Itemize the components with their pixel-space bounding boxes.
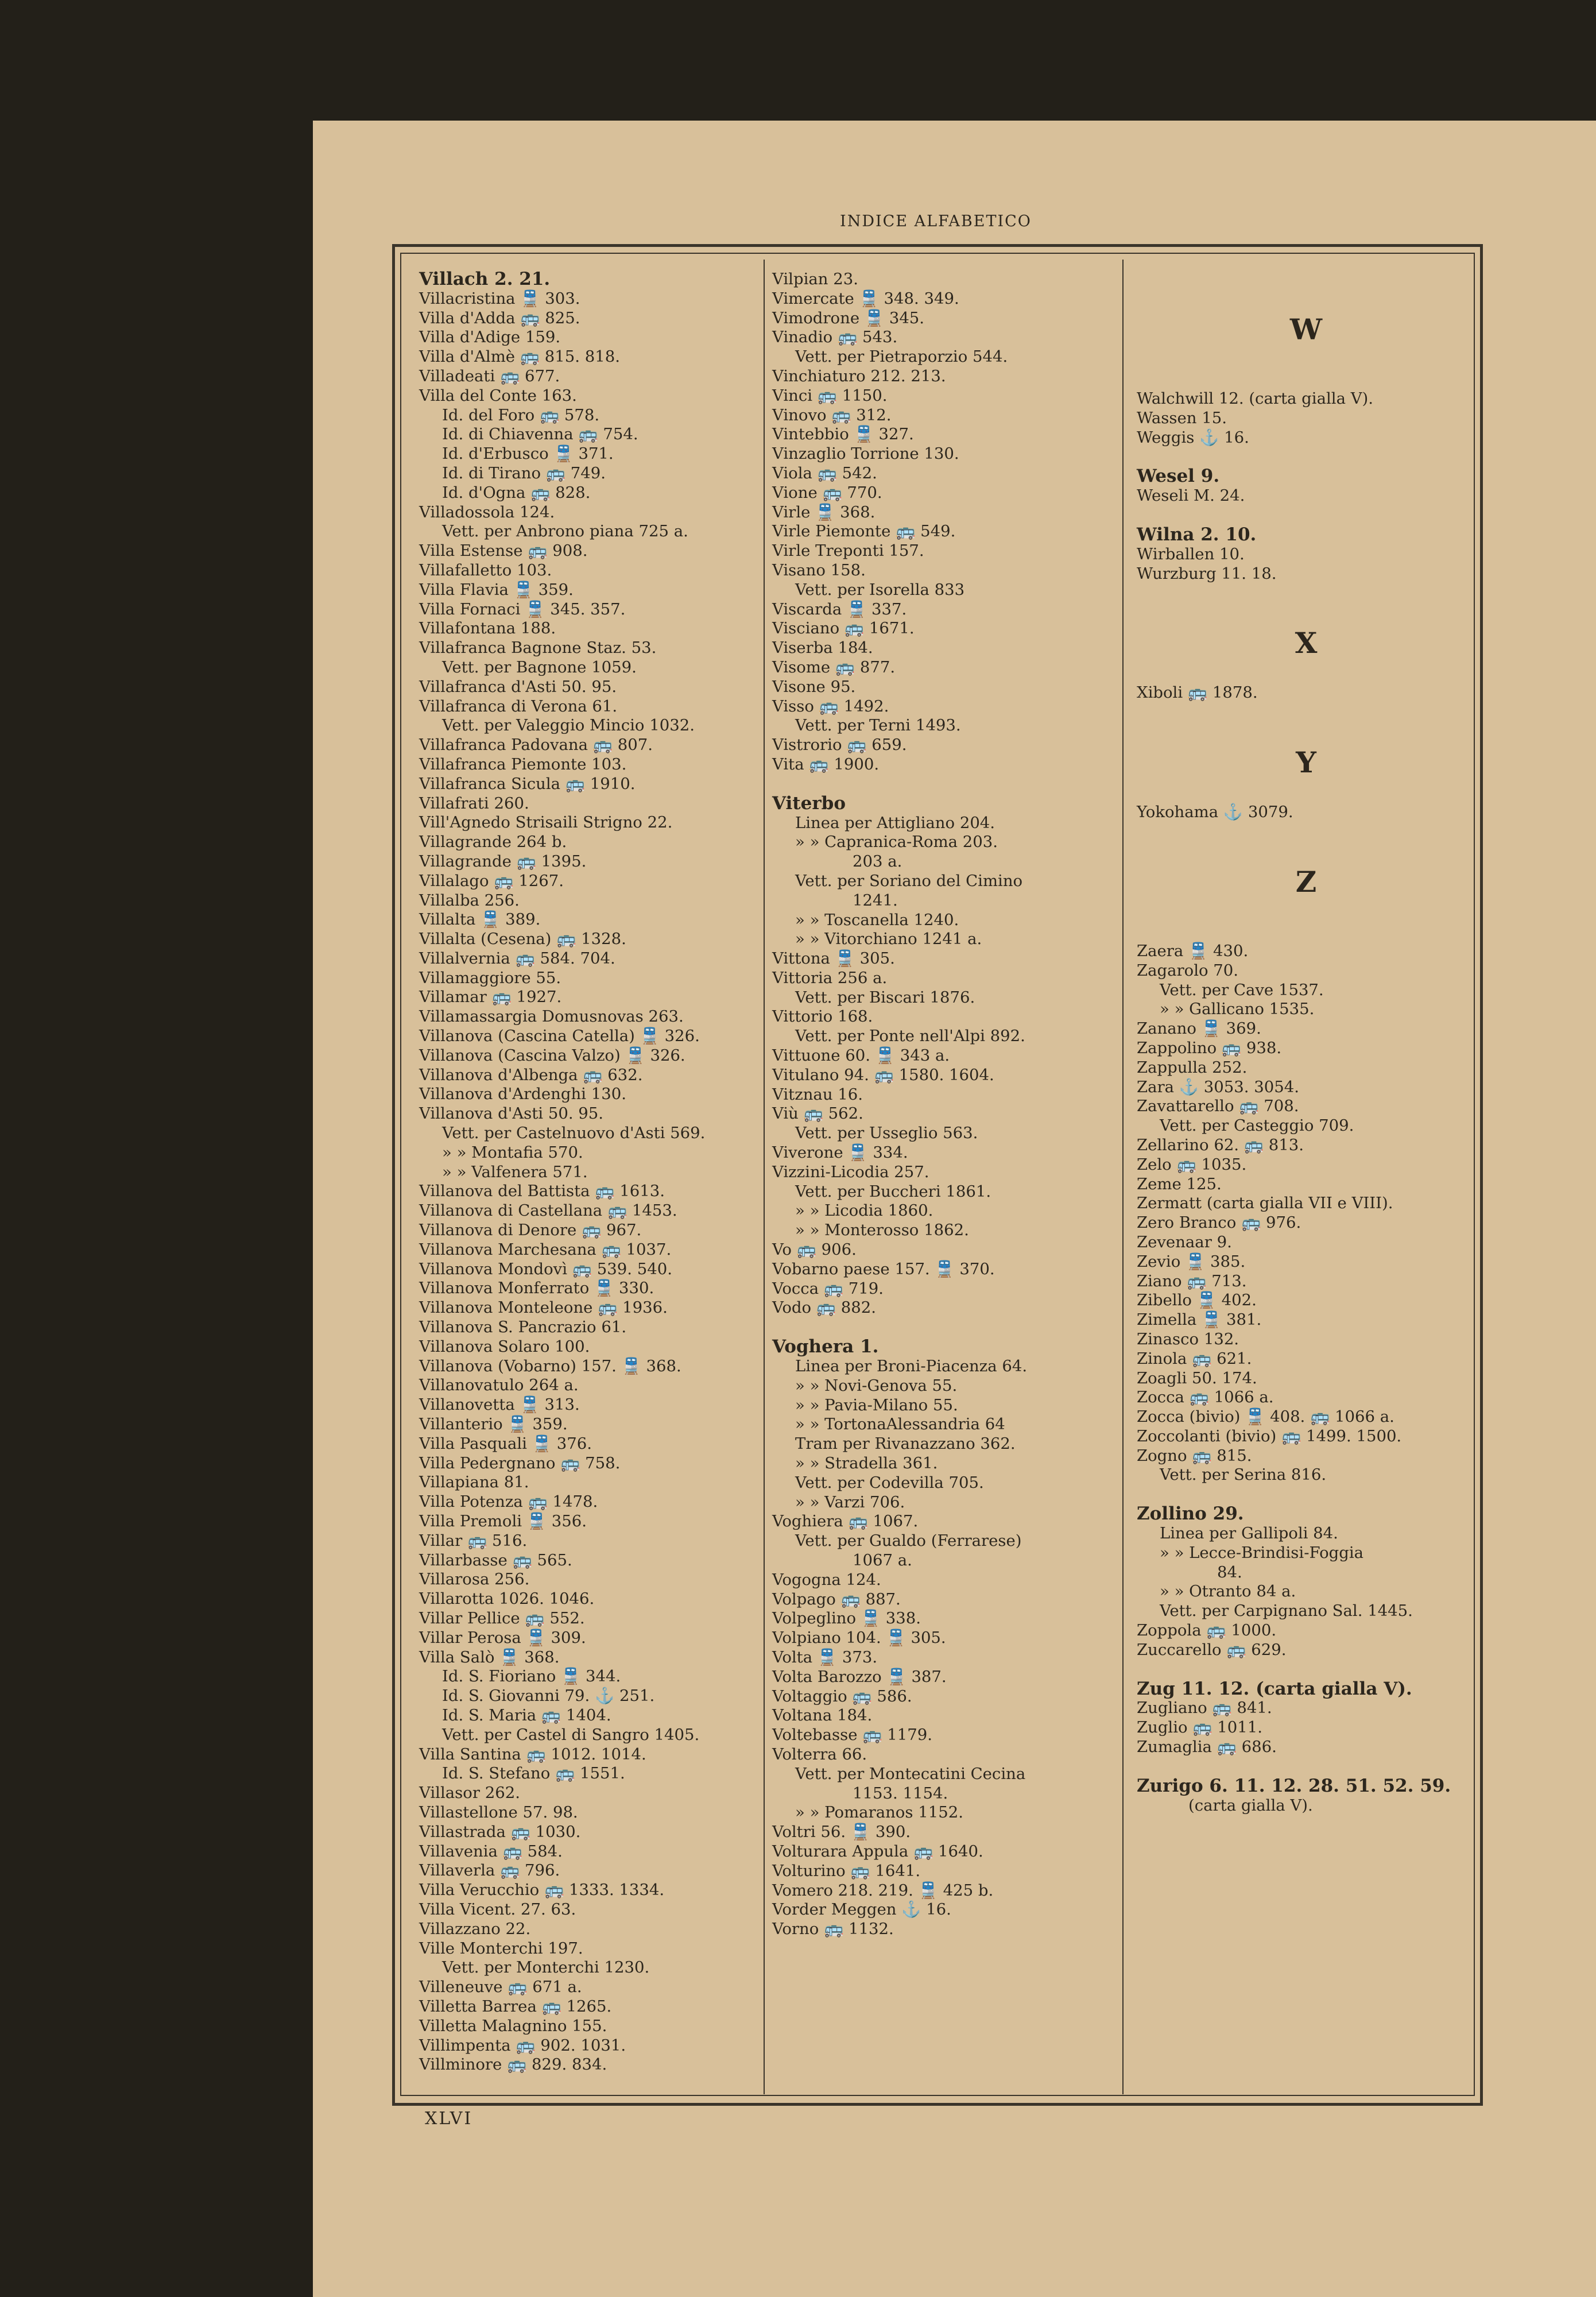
section-letter: Y	[1296, 745, 1316, 780]
index-entry: Villar Perosa 🚆 309.	[419, 1628, 586, 1647]
index-entry: Zinola 🚌 621.	[1137, 1349, 1252, 1368]
index-entry: Vinzaglio Torrione 130.	[772, 444, 959, 463]
index-entry	[1137, 1660, 1475, 1680]
index-entry: Villastellone 57. 98.	[419, 1803, 578, 1822]
index-entry: Vimodrone 🚆 345.	[772, 308, 925, 327]
index-entry: Zelo 🚌 1035.	[1137, 1155, 1247, 1174]
index-entry: Vett. per Soriano del Cimino	[795, 871, 1023, 890]
index-entry	[1137, 370, 1475, 389]
index-entry: Zara ⚓ 3053. 3054.	[1137, 1077, 1299, 1096]
index-entry: Zinasco 132.	[1137, 1329, 1239, 1348]
index-entry: Villanova del Battista 🚌 1613.	[419, 1182, 665, 1201]
index-entry: Vinci 🚌 1150.	[772, 386, 888, 405]
index-entry: Tram per Rivanazzano 362.	[795, 1434, 1016, 1453]
index-entry: Visso 🚌 1492.	[772, 697, 889, 716]
page-header: INDICE ALFABETICO	[840, 212, 1032, 230]
index-entry: Vett. per Buccheri 1861.	[795, 1182, 991, 1201]
index-entry: Villa Vicent. 27. 63.	[419, 1900, 576, 1919]
index-entry: Vett. per Terni 1493.	[795, 716, 961, 735]
index-entry: Vomero 218. 219. 🚆 425 b.	[772, 1881, 994, 1900]
index-entry: Villaverla 🚌 796.	[419, 1861, 560, 1880]
index-entry: Vinadio 🚌 543.	[772, 328, 898, 347]
index-entry: Villanova di Denore 🚌 967.	[419, 1221, 642, 1240]
index-entry: Id. S. Stefano 🚌 1551.	[442, 1764, 625, 1783]
index-entry: Villarotta 1026. 1046.	[419, 1590, 595, 1608]
index-entry: Vita 🚌 1900.	[772, 755, 880, 774]
index-entry: » » Vitorchiano 1241 a.	[795, 930, 982, 949]
index-entry: Voltana 184.	[772, 1706, 873, 1725]
index-entry: Volta Barozzo 🚆 387.	[772, 1667, 947, 1686]
index-entry: Voghiera 🚌 1067.	[772, 1512, 919, 1531]
index-entry: Villetta Barrea 🚌 1265.	[419, 1997, 612, 2016]
index-heading: Viterbo	[772, 792, 846, 814]
index-entry: Villanova Solaro 100.	[419, 1337, 590, 1356]
index-entry: Villanova (Cascina Valzo) 🚆 326.	[419, 1046, 685, 1065]
index-entry: Vill'Agnedo Strisaili Strigno 22.	[419, 813, 673, 832]
index-entry: Villa Verucchio 🚌 1333. 1334.	[419, 1881, 665, 1900]
index-entry: Zero Branco 🚌 976.	[1137, 1213, 1301, 1232]
index-entry: Id. d'Ogna 🚌 828.	[442, 483, 591, 502]
index-entry: Vogogna 124.	[772, 1570, 881, 1589]
index-entry: Villafranca Sicula 🚌 1910.	[419, 774, 636, 793]
index-entry: Vett. per Castelnuovo d'Asti 569.	[442, 1124, 706, 1143]
index-entry: Vett. per Anbrono piana 725 a.	[442, 522, 688, 541]
index-entry: » » Otranto 84 a.	[1160, 1582, 1296, 1601]
index-entry: Villalvernia 🚌 584. 704.	[419, 949, 615, 968]
index-entry: Villa Potenza 🚌 1478.	[419, 1492, 598, 1511]
index-entry: Zimella 🚆 381.	[1137, 1310, 1262, 1329]
index-entry: Villafrati 260.	[419, 794, 529, 813]
index-entry: Ville Monterchi 197.	[419, 1939, 583, 1958]
index-entry: Volta 🚆 373.	[772, 1648, 878, 1666]
index-entry: » » Montafia 570.	[442, 1143, 583, 1162]
index-entry: Villalta (Cesena) 🚌 1328.	[419, 930, 626, 949]
index-entry: Vorder Meggen ⚓ 16.	[772, 1900, 951, 1919]
index-entry	[1137, 822, 1475, 842]
index-entry: Vione 🚌 770.	[772, 483, 882, 502]
index-entry: Villa del Conte 163.	[419, 386, 577, 405]
index-entry: Vett. per Serina 816.	[1160, 1465, 1327, 1484]
index-entry: Villanovatulo 264 a.	[419, 1376, 579, 1395]
index-entry: Villavenia 🚌 584.	[419, 1842, 563, 1861]
index-entry: Vett. per Carpignano Sal. 1445.	[1160, 1602, 1413, 1621]
index-entry: Villanova (Vobarno) 157. 🚆 368.	[419, 1356, 681, 1375]
index-entry: Id. S. Fioriano 🚆 344.	[442, 1667, 621, 1686]
index-entry: Villanova Monteleone 🚌 1936.	[419, 1298, 668, 1317]
index-entry: Zevenaar 9.	[1137, 1232, 1232, 1251]
index-entry: Villacristina 🚆 303.	[419, 289, 580, 308]
index-entry: Xiboli 🚌 1878.	[1137, 683, 1258, 702]
index-entry	[1137, 583, 1475, 603]
index-entry: Vett. per Monterchi 1230.	[442, 1958, 650, 1977]
index-entry: Villafranca Bagnone Staz. 53.	[419, 639, 657, 658]
index-entry: Volterra 66.	[772, 1745, 867, 1764]
index-entry: Vett. per Isorella 833	[795, 580, 965, 599]
index-entry: Visome 🚌 877.	[772, 658, 896, 676]
index-entry: » » Gallicano 1535.	[1160, 1000, 1315, 1019]
index-entry: Linea per Gallipoli 84.	[1160, 1524, 1338, 1543]
index-entry: Ziano 🚌 713.	[1137, 1271, 1247, 1290]
index-entry: Villagrande 264 b.	[419, 833, 567, 852]
index-entry: Voltebasse 🚌 1179.	[772, 1726, 932, 1745]
index-entry: Zanano 🚆 369.	[1137, 1019, 1261, 1038]
index-entry: Villafranca Piemonte 103.	[419, 755, 627, 774]
index-entry: Villarosa 256.	[419, 1570, 530, 1589]
index-entry: Viserba 184.	[772, 639, 873, 658]
index-entry: Voltaggio 🚌 586.	[772, 1687, 912, 1706]
index-entry: Villa d'Adige 159.	[419, 328, 561, 347]
index-entry: 1153. 1154.	[853, 1784, 948, 1803]
index-entry: Villamar 🚌 1927.	[419, 988, 562, 1007]
index-entry: » » Novi-Genova 55.	[795, 1376, 958, 1395]
index-entry: Villagrande 🚌 1395.	[419, 852, 587, 871]
index-entry: Vilpian 23.	[772, 270, 858, 288]
index-entry: Vo 🚌 906.	[772, 1240, 857, 1259]
index-entry: » » Monterosso 1862.	[795, 1221, 969, 1240]
index-entry: Volturara Appula 🚌 1640.	[772, 1842, 983, 1861]
index-entry: Zoagli 50. 174.	[1137, 1368, 1257, 1387]
index-entry: Zuccarello 🚌 629.	[1137, 1640, 1287, 1659]
section-letter: X	[1295, 626, 1318, 660]
index-entry: Villalba 256.	[419, 891, 520, 910]
index-entry: Zevio 🚆 385.	[1137, 1252, 1246, 1271]
index-heading: Zurigo 6. 11. 12. 28. 51. 52. 59.	[1137, 1775, 1451, 1796]
index-entry: » » Pavia-Milano 55.	[795, 1395, 958, 1414]
index-entry: Villafontana 188.	[419, 619, 556, 638]
index-entry: Villa Premoli 🚆 356.	[419, 1512, 587, 1530]
index-entry: » » Licodia 1860.	[795, 1201, 933, 1220]
index-entry: Villalago 🚌 1267.	[419, 871, 564, 890]
index-entry: Voltri 56. 🚆 390.	[772, 1823, 911, 1842]
index-entry: » » TortonaAlessandria 64	[795, 1415, 1005, 1434]
index-entry: Vinchiaturo 212. 213.	[772, 366, 946, 385]
index-entry: Weseli M. 24.	[1137, 486, 1245, 505]
index-entry: Villanova S. Pancrazio 61.	[419, 1318, 627, 1337]
index-entry: Vett. per Cave 1537.	[1160, 980, 1324, 999]
index-column-2	[772, 270, 1117, 1939]
index-entry: Villanova Monferrato 🚆 330.	[419, 1279, 654, 1298]
index-entry: Vocca 🚌 719.	[772, 1279, 884, 1298]
index-entry: Zoccolanti (bivio) 🚌 1499. 1500.	[1137, 1426, 1402, 1445]
index-entry: » » Capranica-Roma 203.	[795, 833, 998, 852]
index-entry: Vistrorio 🚌 659.	[772, 736, 907, 755]
index-entry: Volpiano 104. 🚆 305.	[772, 1629, 946, 1648]
index-entry: Zogno 🚌 815.	[1137, 1446, 1252, 1465]
index-entry: Visciano 🚌 1671.	[772, 619, 915, 638]
index-entry: Viverone 🚆 334.	[772, 1143, 908, 1162]
section-letter: W	[1289, 312, 1323, 346]
column-divider-2	[1122, 260, 1124, 2094]
index-entry: Villazzano 22.	[419, 1919, 531, 1938]
index-entry: Zermatt (carta gialla VII e VIII).	[1137, 1194, 1393, 1213]
index-entry: Villadossola 124.	[419, 502, 555, 521]
index-entry: Zeme 125.	[1137, 1174, 1222, 1193]
index-entry: Yokohama ⚓ 3079.	[1137, 803, 1293, 822]
index-entry: Villafranca d'Asti 50. 95.	[419, 677, 617, 696]
index-entry: Zoppola 🚌 1000.	[1137, 1621, 1277, 1640]
index-entry: Id. S. Giovanni 79. ⚓ 251.	[442, 1687, 655, 1706]
index-entry: Viù 🚌 562.	[772, 1104, 863, 1123]
index-entry: Wurzburg 11. 18.	[1137, 564, 1277, 583]
index-entry: » » Toscanella 1240.	[795, 910, 959, 929]
index-entry: Villimpenta 🚌 902. 1031.	[419, 2036, 626, 2055]
index-entry: Villanova (Cascina Catella) 🚆 326.	[419, 1027, 700, 1046]
index-entry: Villa d'Almè 🚌 815. 818.	[419, 347, 620, 366]
index-entry	[1137, 1485, 1475, 1505]
index-entry: Villamaggiore 55.	[419, 968, 561, 987]
index-entry: Villamassargia Domusnovas 263.	[419, 1007, 684, 1026]
index-entry: Villanova Marchesana 🚌 1037.	[419, 1240, 672, 1259]
index-entry: Villa Salò 🚆 368.	[419, 1648, 560, 1666]
index-entry: Zocca (bivio) 🚆 408. 🚌 1066 a.	[1137, 1407, 1394, 1426]
index-entry: Zaera 🚆 430.	[1137, 941, 1249, 960]
index-heading: Wesel 9.	[1137, 466, 1220, 487]
index-entry: Villarbasse 🚌 565.	[419, 1550, 572, 1569]
index-entry	[772, 775, 1117, 794]
index-entry: 1241.	[853, 891, 898, 910]
index-entry: Zavattarello 🚌 708.	[1137, 1097, 1299, 1116]
index-entry: Vitznau 16.	[772, 1085, 863, 1104]
index-entry: Vett. per Gualdo (Ferrarese)	[795, 1532, 1022, 1550]
index-entry: » » Lecce-Brindisi-Foggia	[1160, 1543, 1364, 1562]
index-entry: Virle 🚆 368.	[772, 502, 876, 521]
index-entry: Villadeati 🚌 677.	[419, 366, 560, 385]
index-entry: Villa Estense 🚌 908.	[419, 542, 588, 560]
index-column-1	[419, 270, 758, 2075]
index-entry: Vittona 🚆 305.	[772, 949, 895, 968]
index-entry: Villanterio 🚆 359.	[419, 1415, 568, 1434]
index-entry: Viola 🚌 542.	[772, 463, 877, 482]
page-number: XLVI	[425, 2109, 473, 2129]
index-entry: Vitulano 94. 🚌 1580. 1604.	[772, 1065, 994, 1084]
index-entry	[1137, 1757, 1475, 1777]
index-entry	[1137, 922, 1475, 942]
index-entry	[772, 1318, 1117, 1337]
index-entry: 1067 a.	[853, 1551, 912, 1569]
index-heading: Zug 11. 12. (carta gialla V).	[1137, 1678, 1412, 1699]
index-entry: Villanova d'Asti 50. 95.	[419, 1104, 604, 1123]
index-entry: Zellarino 62. 🚌 813.	[1137, 1135, 1304, 1154]
section-letter: Z	[1295, 864, 1317, 899]
index-entry: (carta gialla V).	[1188, 1796, 1313, 1815]
index-entry: Volpago 🚌 887.	[772, 1590, 901, 1608]
index-entry: Vodo 🚌 882.	[772, 1298, 877, 1317]
index-entry: Vett. per Castel di Sangro 1405.	[442, 1725, 700, 1744]
index-entry: Vett. per Codevilla 705.	[795, 1473, 984, 1492]
index-entry: Vett. per Montecatini Cecina	[795, 1764, 1026, 1783]
index-entry: Villa Pasquali 🚆 376.	[419, 1434, 592, 1453]
column-divider-1	[764, 260, 765, 2094]
index-entry: Villasor 262.	[419, 1784, 520, 1803]
index-entry	[1137, 506, 1475, 525]
index-entry: Vett. per Valeggio Mincio 1032.	[442, 716, 695, 735]
index-entry: » » Varzi 706.	[795, 1492, 905, 1511]
index-entry: Id. d'Erbusco 🚆 371.	[442, 444, 614, 463]
index-entry: Vett. per Pietraporzio 544.	[795, 347, 1008, 366]
index-entry: Zugliano 🚌 841.	[1137, 1699, 1272, 1718]
index-entry: Villa Flavia 🚆 359.	[419, 580, 574, 599]
index-entry: Villar 🚌 516.	[419, 1531, 528, 1550]
index-entry: Villa d'Adda 🚌 825.	[419, 308, 580, 327]
index-entry: Villetta Malagnino 155.	[419, 2016, 607, 2035]
index-entry: Villa Santina 🚌 1012. 1014.	[419, 1745, 646, 1764]
index-entry: Vett. per Bagnone 1059.	[442, 658, 637, 676]
index-column-3	[1137, 270, 1475, 1815]
index-entry: Zappulla 252.	[1137, 1058, 1248, 1077]
index-entry: Villanova Mondovì 🚌 539. 540.	[419, 1259, 672, 1278]
index-entry: Linea per Broni-Piacenza 64.	[795, 1357, 1028, 1376]
index-entry: Villanovetta 🚆 313.	[419, 1395, 580, 1414]
index-entry	[1137, 447, 1475, 467]
index-heading: Wilna 2. 10.	[1137, 524, 1257, 545]
index-entry: Virle Piemonte 🚌 549.	[772, 522, 956, 541]
index-entry: Villeneuve 🚌 671 a.	[419, 1978, 582, 1997]
index-entry: Villapiana 81.	[419, 1473, 529, 1492]
index-entry: Vittuone 60. 🚆 343 a.	[772, 1046, 950, 1065]
index-entry: Villar Pellice 🚌 552.	[419, 1608, 585, 1627]
index-entry: Zibello 🚆 402.	[1137, 1291, 1257, 1310]
index-entry: Vizzini-Licodia 257.	[772, 1162, 929, 1181]
index-entry: Villanova di Castellana 🚌 1453.	[419, 1201, 677, 1220]
index-entry: Wirballen 10.	[1137, 544, 1245, 563]
index-entry: Vittorio 168.	[772, 1007, 873, 1026]
index-entry: Zumaglia 🚌 686.	[1137, 1738, 1277, 1757]
index-entry: Zappolino 🚌 938.	[1137, 1038, 1282, 1057]
index-entry: 203 a.	[853, 852, 902, 871]
index-entry: Villa Pedergnano 🚌 758.	[419, 1453, 621, 1472]
index-entry: Vorno 🚌 1132.	[772, 1920, 894, 1939]
index-entry: Volpeglino 🚆 338.	[772, 1609, 921, 1628]
index-entry: Villminore 🚌 829. 834.	[419, 2055, 607, 2074]
index-entry: Walchwill 12. (carta gialla V).	[1137, 389, 1374, 408]
index-entry: Weggis ⚓ 16.	[1137, 428, 1249, 447]
index-entry: Wassen 15.	[1137, 408, 1227, 427]
index-entry: » » Stradella 361.	[795, 1454, 938, 1473]
index-entry: Visano 158.	[772, 560, 866, 579]
index-entry: Vinovo 🚌 312.	[772, 405, 892, 424]
index-entry: Vett. per Biscari 1876.	[795, 988, 975, 1007]
index-entry: Volturino 🚌 1641.	[772, 1861, 921, 1880]
index-entry	[1137, 703, 1475, 722]
index-entry: Villanova d'Albenga 🚌 632.	[419, 1065, 643, 1084]
index-entry: Vett. per Casteggio 709.	[1160, 1116, 1354, 1135]
index-entry: Vintebbio 🚆 327.	[772, 425, 914, 444]
index-entry: Zagarolo 70.	[1137, 961, 1239, 980]
index-entry: Vobarno paese 157. 🚆 370.	[772, 1259, 995, 1278]
index-entry: Viscarda 🚆 337.	[772, 600, 907, 618]
index-entry: 84.	[1217, 1563, 1242, 1581]
index-entry: Villanova d'Ardenghi 130.	[419, 1085, 626, 1104]
index-entry: Zuglio 🚌 1011.	[1137, 1718, 1263, 1737]
index-entry: Virle Treponti 157.	[772, 542, 924, 560]
index-entry: Vett. per Usseglio 563.	[795, 1124, 978, 1143]
index-entry: Villafranca Padovana 🚌 807.	[419, 736, 653, 755]
index-entry: Linea per Attigliano 204.	[795, 813, 995, 832]
index-entry: » » Pomaranos 1152.	[795, 1803, 963, 1822]
index-heading: Zollino 29.	[1137, 1503, 1244, 1525]
index-entry: Id. di Tirano 🚌 749.	[442, 463, 606, 482]
index-entry: Id. di Chiavenna 🚌 754.	[442, 425, 638, 444]
index-heading: Voghera 1.	[772, 1336, 879, 1358]
index-heading: Villach 2. 21.	[419, 269, 551, 289]
index-entry: Villa Fornaci 🚆 345. 357.	[419, 600, 626, 618]
index-entry: Villafranca di Verona 61.	[419, 697, 618, 716]
index-entry: Villastrada 🚌 1030.	[419, 1822, 581, 1841]
index-entry: Vett. per Ponte nell'Alpi 892.	[795, 1027, 1025, 1046]
index-entry: Zocca 🚌 1066 a.	[1137, 1388, 1274, 1407]
index-entry: Vimercate 🚆 348. 349.	[772, 289, 959, 308]
index-entry: Vittoria 256 a.	[772, 968, 888, 987]
index-entry: Visone 95.	[772, 677, 856, 696]
index-entry: Id. del Foro 🚌 578.	[442, 405, 600, 424]
index-entry: Villalta 🚆 389.	[419, 910, 541, 929]
index-entry: » » Valfenera 571.	[442, 1162, 588, 1181]
index-entry: Villafalletto 103.	[419, 560, 552, 579]
index-entry	[1137, 270, 1475, 289]
index-entry: Id. S. Maria 🚌 1404.	[442, 1706, 611, 1724]
